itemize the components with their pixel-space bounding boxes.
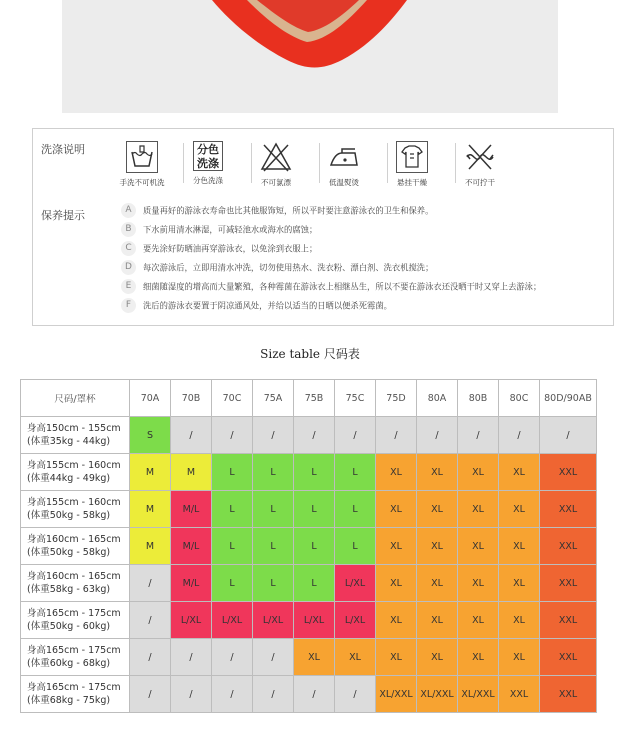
size-table-body (21, 417, 597, 713)
size-cell: L/XL (212, 602, 253, 639)
size-table-row (21, 639, 597, 676)
size-cell: XXL (540, 676, 597, 713)
size-cell: XL (376, 528, 417, 565)
tip-row (121, 203, 433, 220)
size-cell: XL (458, 491, 499, 528)
size-cell: XL (458, 565, 499, 602)
size-table (20, 379, 597, 713)
no-bleach-icon (260, 141, 292, 173)
tip-text: 洗后的游泳衣要置于阴凉通风处，并给以适当的日晒以便杀死霉菌。 (143, 300, 392, 311)
size-cell: XL (335, 639, 376, 676)
care-item-hang-dry (381, 141, 443, 188)
row-weight-range: (体重50kg - 58kg) (27, 510, 111, 521)
size-cell: / (458, 417, 499, 454)
size-cell: XL (499, 602, 540, 639)
size-cell: M/L (171, 491, 212, 528)
size-cell: / (212, 676, 253, 713)
size-cell: XL (417, 639, 458, 676)
size-table-row (21, 417, 597, 454)
column-header: 75A (253, 380, 294, 417)
size-cell: M (130, 454, 171, 491)
icon-label: 分色洗涤 (193, 176, 223, 185)
size-cell: / (540, 417, 597, 454)
size-cell: XL (499, 565, 540, 602)
column-header: 80A (417, 380, 458, 417)
size-cell: M (130, 491, 171, 528)
size-cell: XL (458, 602, 499, 639)
size-cell: XXL (540, 602, 597, 639)
tip-text: 每次游泳后，立即用清水冲洗，切勿使用热水、洗衣粉、漂白剂、洗衣机搅洗； (143, 262, 434, 273)
low-temp-iron-icon (328, 141, 360, 173)
care-item-separate-wash (177, 141, 239, 186)
tip-text: 要先涂好防晒油再穿游泳衣，以免涂到衣服上； (143, 243, 318, 254)
size-cell: XL (376, 565, 417, 602)
row-header (21, 417, 130, 454)
size-table-row (21, 676, 597, 713)
size-cell: L/XL (335, 565, 376, 602)
product-photo (62, 0, 558, 113)
size-cell: / (130, 602, 171, 639)
size-cell: XL (417, 491, 458, 528)
size-cell: S (130, 417, 171, 454)
tip-letter: E (121, 279, 136, 294)
size-cell: L (212, 565, 253, 602)
size-cell: XL (376, 639, 417, 676)
size-cell: / (130, 676, 171, 713)
size-cell: L/XL (253, 602, 294, 639)
size-cell: L (253, 454, 294, 491)
care-item-no-wring (449, 141, 511, 188)
size-cell: L (253, 565, 294, 602)
care-item-no-bleach (245, 141, 307, 188)
size-cell: XL/XXL (417, 676, 458, 713)
tip-row (121, 279, 541, 296)
size-cell: L (335, 528, 376, 565)
size-cell: L (335, 491, 376, 528)
size-cell: M/L (171, 565, 212, 602)
tip-text: 细菌随湿度的增高而大量繁殖，各种霉菌在游泳衣上相继丛生，所以不要在游泳衣还没晒干时又穿上去游泳； (143, 281, 542, 292)
tip-row (121, 260, 433, 277)
size-cell: XL (417, 454, 458, 491)
column-header: 70B (171, 380, 212, 417)
row-height-range: 身高150cm - 155cm (27, 423, 121, 434)
row-header (21, 528, 130, 565)
size-cell: XL (458, 528, 499, 565)
row-header (21, 602, 130, 639)
size-cell: L/XL (294, 602, 335, 639)
size-cell: / (212, 417, 253, 454)
row-height-range: 身高165cm - 175cm (27, 682, 121, 693)
size-cell: / (253, 639, 294, 676)
size-cell: L (253, 491, 294, 528)
tip-letter: A (121, 203, 136, 218)
corner-header: 尺码/罩杯 (21, 380, 130, 417)
size-cell: / (417, 417, 458, 454)
size-cell: / (171, 639, 212, 676)
size-cell: L (212, 454, 253, 491)
tip-row (121, 298, 392, 315)
hang-dry-icon (396, 141, 428, 173)
size-cell: XL (499, 454, 540, 491)
size-cell: XL (417, 602, 458, 639)
size-cell: / (499, 417, 540, 454)
icon-label: 不可拧干 (465, 178, 495, 187)
tip-letter: C (121, 241, 136, 256)
row-height-range: 身高165cm - 175cm (27, 645, 121, 656)
care-instructions-panel (32, 128, 614, 326)
column-header: 75B (294, 380, 335, 417)
column-header: 75C (335, 380, 376, 417)
size-cell: M (130, 528, 171, 565)
size-cell: L (294, 454, 335, 491)
size-cell: XL (417, 528, 458, 565)
size-table-row (21, 454, 597, 491)
tip-row (121, 222, 317, 239)
size-cell: XL (376, 602, 417, 639)
icon-label: 不可氯漂 (261, 178, 291, 187)
size-cell: XL (458, 454, 499, 491)
care-item-no-machine-wash (111, 141, 173, 188)
column-header: 80C (499, 380, 540, 417)
size-cell: XL/XXL (458, 676, 499, 713)
row-weight-range: (体重50kg - 60kg) (27, 621, 111, 632)
tip-letter: D (121, 260, 136, 275)
size-table-row (21, 528, 597, 565)
size-cell: XL (499, 639, 540, 676)
size-cell: / (376, 417, 417, 454)
size-table-row (21, 602, 597, 639)
row-height-range: 身高160cm - 165cm (27, 571, 121, 582)
tip-letter: F (121, 298, 136, 313)
size-cell: XXL (540, 639, 597, 676)
size-cell: / (335, 676, 376, 713)
swimsuit-bottom-image (62, 0, 558, 113)
size-cell: XL (376, 491, 417, 528)
size-cell: L (294, 565, 335, 602)
tip-text: 质量再好的游泳衣寿命也比其他服饰短，所以平时要注意游泳衣的卫生和保养。 (143, 205, 434, 216)
size-table-title: Size table 尺码表 (260, 347, 360, 361)
size-cell: XL (458, 639, 499, 676)
size-cell: L (335, 454, 376, 491)
row-height-range: 身高155cm - 160cm (27, 460, 121, 471)
tip-row (121, 241, 317, 258)
tip-letter: B (121, 222, 136, 237)
size-table-row (21, 491, 597, 528)
tip-text: 下水前用清水淋湿，可减轻池水或海水的腐蚀； (143, 224, 318, 235)
size-cell: / (253, 417, 294, 454)
column-header: 80D/90AB (540, 380, 597, 417)
size-cell: / (171, 417, 212, 454)
column-header: 75D (376, 380, 417, 417)
size-table-header-row (21, 380, 597, 417)
column-header: 80B (458, 380, 499, 417)
separate-wash-icon (193, 141, 223, 171)
size-cell: XL (294, 639, 335, 676)
size-cell: XXL (540, 454, 597, 491)
size-cell: / (171, 676, 212, 713)
row-height-range: 身高165cm - 175cm (27, 608, 121, 619)
icon-label: 手洗不可机洗 (119, 178, 165, 187)
size-cell: XXL (499, 676, 540, 713)
care-item-low-temp-iron (313, 141, 375, 188)
wash-instructions-title: 洗涤说明 (41, 143, 85, 156)
column-header: 70C (212, 380, 253, 417)
size-cell: L/XL (335, 602, 376, 639)
size-cell: XL (376, 454, 417, 491)
no-wring-icon (464, 141, 496, 173)
row-weight-range: (体重60kg - 68kg) (27, 658, 111, 669)
row-header (21, 639, 130, 676)
icon-glyph-line: 洗涤 (197, 157, 219, 170)
row-height-range: 身高155cm - 160cm (27, 497, 121, 508)
size-cell: L (212, 491, 253, 528)
size-cell: M/L (171, 528, 212, 565)
row-weight-range: (体重50kg - 58kg) (27, 547, 111, 558)
size-cell: XXL (540, 565, 597, 602)
size-cell: XXL (540, 528, 597, 565)
size-cell: L (212, 528, 253, 565)
size-cell: XL (417, 565, 458, 602)
size-cell: / (335, 417, 376, 454)
size-cell: L (294, 491, 335, 528)
icon-label: 悬挂干燥 (397, 178, 427, 187)
size-cell: / (130, 565, 171, 602)
size-cell: XL/XXL (376, 676, 417, 713)
row-weight-range: (体重44kg - 49kg) (27, 473, 111, 484)
size-cell: XXL (540, 491, 597, 528)
row-weight-range: (体重58kg - 63kg) (27, 584, 111, 595)
size-cell: XL (499, 491, 540, 528)
size-cell: / (253, 676, 294, 713)
size-cell: L (294, 528, 335, 565)
size-table-row (21, 565, 597, 602)
size-cell: XL (499, 528, 540, 565)
maintenance-tips-title: 保养提示 (41, 209, 85, 222)
size-cell: M (171, 454, 212, 491)
row-header (21, 565, 130, 602)
size-cell: / (294, 676, 335, 713)
size-cell: / (212, 639, 253, 676)
size-cell: / (130, 639, 171, 676)
size-cell: L/XL (171, 602, 212, 639)
column-header: 70A (130, 380, 171, 417)
size-cell: / (294, 417, 335, 454)
no-machine-wash-icon (126, 141, 158, 173)
row-height-range: 身高160cm - 165cm (27, 534, 121, 545)
row-header (21, 491, 130, 528)
icon-label: 低温熨烫 (329, 178, 359, 187)
row-header (21, 454, 130, 491)
row-weight-range: (体重68kg - 75kg) (27, 695, 111, 706)
row-weight-range: (体重35kg - 44kg) (27, 436, 111, 447)
size-cell: L (253, 528, 294, 565)
row-header (21, 676, 130, 713)
icon-glyph-line: 分色 (197, 143, 219, 156)
